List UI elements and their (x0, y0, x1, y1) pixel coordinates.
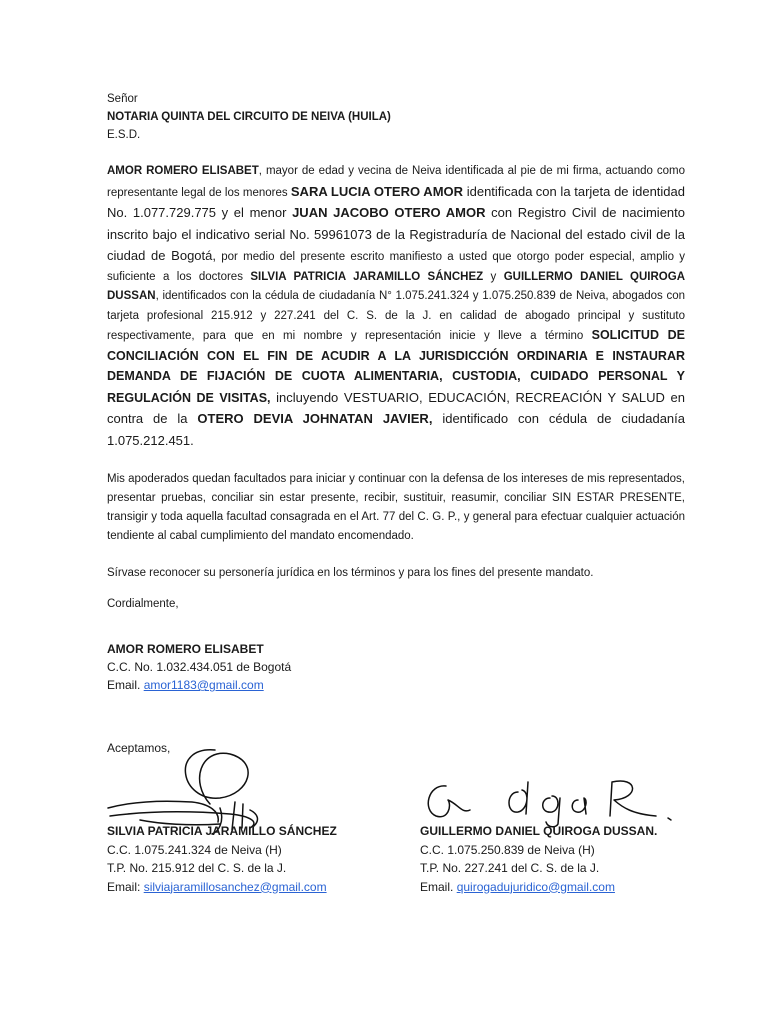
addressee: NOTARIA QUINTA DEL CIRCUITO DE NEIVA (HUILA) (107, 111, 391, 123)
salutation: Señor (107, 93, 138, 105)
powers-paragraph: Mis apoderados quedan facultados para iniciar y continuar con la defensa de los intereses de mis representados, presentar pruebas, conciliar sin estar presente, recibir, sustituir, reasumir, conciliar SIN ESTAR PRESENTE, transigir y toda aquella facultad consagrada en el Art. 77 del C. G. P., y general para efectuar cualquier actuación tendiente al cabal cumplimiento del mandato encomendado. (107, 473, 685, 542)
attorney-right-block (420, 822, 657, 896)
request-title: SOLICITUD DE CONCILIACIÓN CON EL FIN DE ACUDIR A LA JURISDICCIÓN ORDINARIA E INSTAURAR DEMANDA DE FIJACIÓN DE CUOTA ALIMENTARIA, CUSTODIA, CUIDADO PERSONAL Y REGULACIÓN DE VISITAS, (107, 328, 685, 405)
lawyer-name-1: SILVIA PATRICIA JARAMILLO SÁNCHEZ (250, 270, 484, 283)
esd: E.S.D. (107, 129, 141, 141)
attorney-left-email-line: Email: silviajaramillosanchez@gmail.com (107, 879, 327, 894)
letter-header (107, 90, 685, 144)
attorney-left-block (107, 822, 337, 896)
attorney-left-tp: T.P. No. 215.912 del C. S. de la J. (107, 861, 287, 875)
attorney-right-name: GUILLERMO DANIEL QUIROGA DUSSAN. (420, 824, 658, 838)
attorney-left-email-link[interactable]: silviajaramillosanchez@gmail.com (143, 879, 327, 894)
minor-name-2: JUAN JACOBO OTERO AMOR (292, 205, 486, 220)
attorney-left-cc: C.C. 1.075.241.324 de Neiva (H) (107, 842, 282, 857)
letter (107, 90, 685, 694)
grantor-email-link[interactable]: amor1183@gmail.com (143, 678, 264, 692)
grantor-sig-cc: C.C. No. 1.032.434.051 de Bogotá (107, 660, 292, 674)
signature-right-graphic (418, 770, 678, 830)
grantor-sig-email-line: Email. amor1183@gmail.com (107, 678, 264, 692)
defendant-name: OTERO DEVIA JOHNATAN JAVIER, (197, 411, 433, 426)
attorney-right-tp: T.P. No. 227.241 del C. S. de la J. (420, 861, 600, 875)
minor-name-1: SARA LUCIA OTERO AMOR (290, 183, 464, 199)
accept-label: Aceptamos, (107, 741, 171, 755)
attorney-right-email-line: Email. quirogadujuridico@gmail.com (420, 879, 615, 894)
body-paragraph: AMOR ROMERO ELISABET, mayor de edad y vecina de Neiva identificada al pie de mi firma, actuando como representante legal de los menores SARA LUCIA OTERO AMOR identificada con la tarjeta de identidad No. 1.077.729.775 y el menor JUAN JACOBO OTERO AMOR con Registro Civil de nacimiento inscrito bajo el indicativo serial No. 59961073 de la Registraduría de Nacional del estado civil de la ciudad de Bogotá, por medio del presente escrito manifiesto a usted que otorgo poder especial, amplio y suficiente a los doctores SILVIA PATRICIA JARAMILLO SÁNCHEZ y GUILLERMO DANIEL QUIROGA DUSSAN, identificados con la cédula de ciudadanía N° 1.075.241.324 y 1.075.250.839 de Neiva, abogados con tarjeta profesional 215.912 y 227.241 del C. S. de la J. en calidad de abogado principal y sustituto respectivamente, para que en mi nombre y representación inicie y lleve a término SOLICITUD DE CONCILIACIÓN CON EL FIN DE ACUDIR A LA JURISDICCIÓN ORDINARIA E INSTAURAR DEMANDA DE FIJACIÓN DE CUOTA ALIMENTARIA, CUSTODIA, CUIDADO PERSONAL Y REGULACIÓN DE VISITAS, incluyendo VESTUARIO, EDUCACIÓN, RECREACIÓN Y SALUD en contra de la OTERO DEVIA JOHNATAN JAVIER, identificado con cédula de ciudadanía 1.075.212.451. (107, 165, 686, 448)
grantor-signature-block (107, 640, 685, 694)
grantor-name: AMOR ROMERO ELISABET (107, 165, 259, 177)
closing: Cordialmente, (107, 598, 179, 610)
attorney-left-name: SILVIA PATRICIA JARAMILLO SÁNCHEZ (107, 824, 337, 838)
lawyer-name-2: GUILLERMO DANIEL QUIROGA DUSSAN (107, 270, 686, 302)
grantor-sig-name: AMOR ROMERO ELISABET (107, 642, 264, 656)
recognition-paragraph: Sírvase reconocer su personería jurídica en los términos y para los fines del presente mandato. (107, 567, 594, 579)
attorney-right-cc: C.C. 1.075.250.839 de Neiva (H) (420, 842, 595, 857)
attorney-right-email-link[interactable]: quirogadujuridico@gmail.com (456, 879, 615, 894)
